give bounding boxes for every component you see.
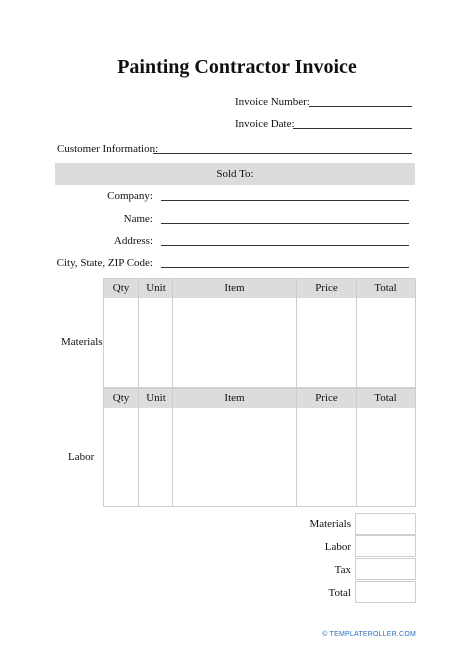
labor-table-header — [104, 389, 415, 408]
totals-total-label: Total — [328, 587, 351, 599]
invoice-number-field[interactable] — [309, 106, 412, 107]
company-field[interactable] — [161, 200, 409, 201]
labor-col-unit: Unit — [146, 392, 166, 404]
materials-table — [103, 278, 416, 388]
column-divider — [356, 279, 357, 387]
customer-info-field[interactable] — [153, 153, 412, 154]
totals-labor-label: Labor — [324, 541, 351, 553]
invoice-title: Painting Contractor Invoice — [117, 56, 357, 78]
invoice-number-label: Invoice Number: — [235, 96, 310, 108]
column-divider — [356, 389, 357, 506]
labor-table — [103, 388, 416, 507]
sold-to-header — [55, 163, 415, 185]
labor-col-total: Total — [374, 392, 397, 404]
invoice-date-field[interactable] — [293, 128, 412, 129]
materials-col-unit: Unit — [146, 282, 166, 294]
labor-col-item: Item — [224, 392, 245, 404]
customer-info-label: Customer Information: — [57, 143, 159, 155]
column-divider — [172, 389, 173, 506]
totals-labor-box[interactable] — [355, 535, 416, 557]
column-divider — [296, 389, 297, 506]
name-field[interactable] — [161, 223, 409, 224]
totals-tax-label: Tax — [334, 564, 351, 576]
footer-link[interactable]: © TEMPLATEROLLER.COM — [322, 631, 416, 638]
address-label: Address: — [113, 235, 153, 247]
materials-table-header — [104, 279, 415, 298]
materials-section-label: Materials — [61, 336, 103, 348]
address-field[interactable] — [161, 245, 409, 246]
materials-col-price: Price — [315, 282, 338, 294]
labor-section-label: Labor — [68, 451, 95, 463]
invoice-date-label: Invoice Date: — [235, 118, 295, 130]
totals-tax-box[interactable] — [355, 558, 416, 580]
materials-col-item: Item — [224, 282, 245, 294]
labor-col-qty: Qty — [112, 392, 130, 404]
name-label: Name: — [123, 213, 153, 225]
sold-to-heading: Sold To: — [216, 168, 254, 180]
company-label: Company: — [107, 190, 153, 202]
totals-materials-label: Materials — [309, 518, 351, 530]
city-state-zip-label: City, State, ZIP Code: — [56, 257, 153, 269]
city-state-zip-field[interactable] — [161, 267, 409, 268]
column-divider — [138, 279, 139, 387]
column-divider — [138, 389, 139, 506]
totals-materials-box[interactable] — [355, 513, 416, 535]
labor-col-price: Price — [315, 392, 338, 404]
column-divider — [172, 279, 173, 387]
materials-col-qty: Qty — [112, 282, 130, 294]
totals-total-box[interactable] — [355, 581, 416, 603]
materials-col-total: Total — [374, 282, 397, 294]
column-divider — [296, 279, 297, 387]
